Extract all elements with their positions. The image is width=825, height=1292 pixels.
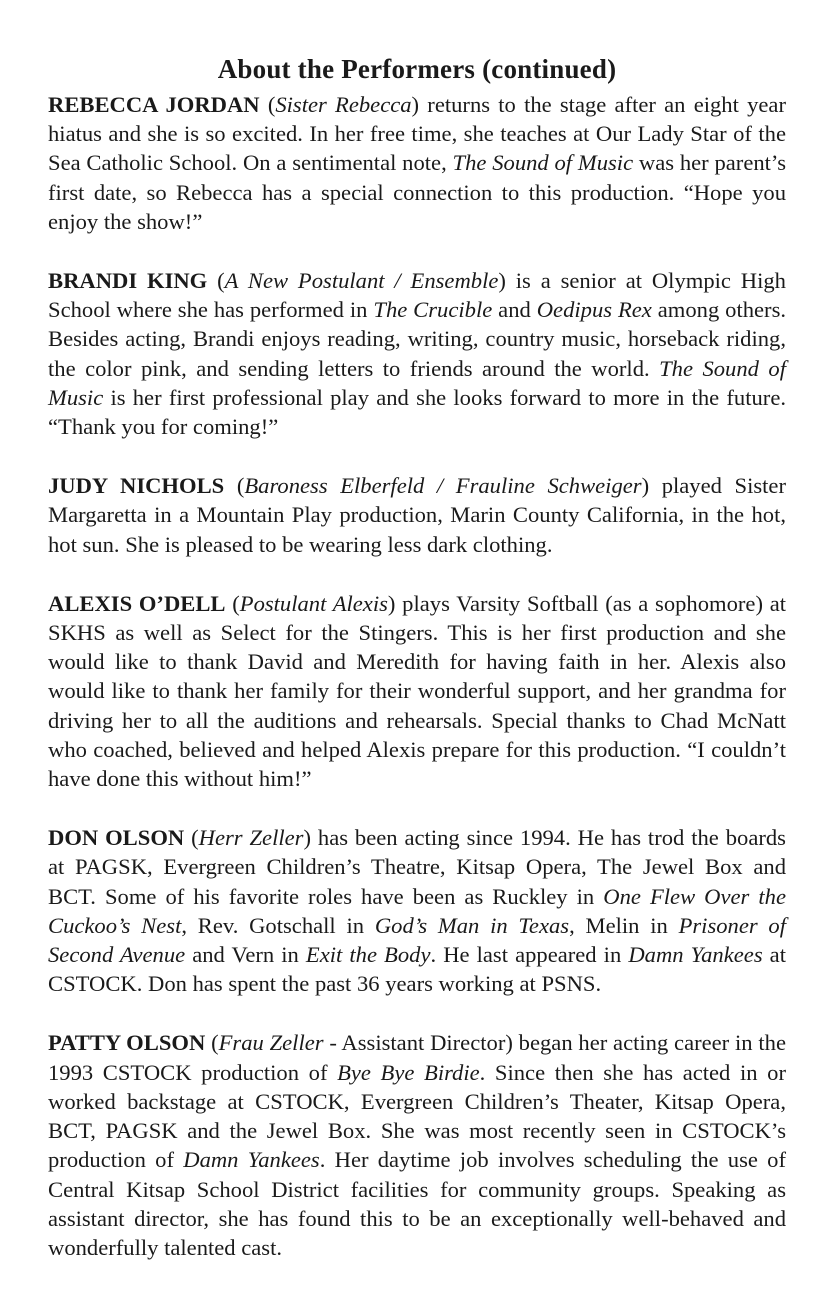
bio-text: . He last appeared in: [430, 942, 629, 968]
bio-text: plays Varsity Softball (as a sophomore) at SKHS as well as Select for the Stingers. This is her first production and she would like to thank David and Meredith for having faith in her. Alexis also would like to thank her family for their wonderful support, and her grandma for driving her to all the auditions and rehearsals. Special thanks to Chad McNatt who coached, believed and helped Alexis prepare for this production. “I couldn’t have done this without him!”: [48, 590, 787, 792]
bio-text: . Since then she has acted in or worked backstage at CSTOCK, Evergreen Children’s Theater, Kitsap Opera, BCT, PAGSK and the Jewel Box. She was most recently seen in CSTOCK’s production of: [48, 1059, 786, 1173]
page-heading: About the Performers (continued): [217, 54, 617, 84]
bio-text: began her acting career in the 1993 CSTOCK production of: [48, 1030, 786, 1085]
bio-text: returns to the stage after an eight year hiatus and she is so excited. In her free time, she teaches at Our Lady Star of the Sea Catholic School. On a sentimental note,: [48, 92, 786, 176]
italic-title: Exit the Body: [305, 942, 431, 968]
bio-text: was her parent’s first date, so Rebecca has a special connection to this production. “Hope you enjoy the show!”: [48, 150, 786, 234]
performer-name: ALEXIS O’DELL: [48, 590, 226, 616]
bio-text: among others. Besides acting, Brandi enjoys reading, writing, country music, horseback riding, the color pink, and sending letters to friends around the world.: [48, 297, 787, 381]
bio-text: and: [492, 297, 537, 323]
performer-bio: PATTY OLSON (Frau Zeller - Assistant Director) began her acting career in the 1993 CSTOCK production of Bye Bye Birdie. Since then she has acted in or worked backstage at CSTOCK, Evergreen Children’s Theater, Kitsap Opera, BCT, PAGSK and the Jewel Box. She was most recently seen in CSTOCK’s production of Damn Yankees. Her daytime job involves scheduling the use of Central Kitsap School District facilities for community groups. Speaking as assistant director, she has found this to be an exceptionally well-behaved and wonderfully talented cast.: [48, 1030, 786, 1260]
italic-title: Oedipus Rex: [536, 297, 652, 323]
performer-name: PATTY OLSON: [48, 1030, 206, 1056]
italic-title: God’s Man in Texas: [374, 912, 570, 938]
performer-bio: DON OLSON (Herr Zeller) has been acting since 1994. He has trod the boards at PAGSK, Evergreen Children’s Theatre, Kitsap Opera, The Jewel Box and BCT. Some of his favorite roles have been as Ruckley in One Flew Over the Cuckoo’s Nest, Rev. Gotschall in God’s Man in Texas, Melin in Prisoner of Second Avenue and Vern in Exit the Body. He last appeared in Damn Yankees at CSTOCK. Don has spent the past 36 years working at PSNS.: [48, 825, 786, 997]
italic-title: Bye Bye Birdie: [337, 1059, 480, 1085]
performer-name: BRANDI KING: [48, 268, 208, 294]
performer-name: DON OLSON: [48, 825, 185, 851]
bio-text: at CSTOCK. Don has spent the past 36 years working at PSNS.: [48, 942, 786, 997]
performer-role: Frau Zeller: [218, 1030, 324, 1056]
performer-name: REBECCA JORDAN: [48, 92, 260, 117]
performer-bio: JUDY NICHOLS (Baroness Elberfeld / Frauline Schweiger) played Sister Margaretta in a Mountain Play production, Marin County California, in the hot, hot sun. She is pleased to be wearing less dark clothing.: [48, 473, 786, 557]
program-page: [48, 52, 786, 1292]
performer-role: Sister Rebecca: [275, 92, 412, 117]
performer-role: Herr Zeller: [198, 825, 304, 851]
italic-title: One Flew Over the Cuckoo’s Nest: [48, 883, 786, 938]
bio-text: is her first professional play and she looks forward to more in the future. “Thank you for coming!”: [48, 384, 786, 440]
performer-role-suffix: - Assistant Director: [323, 1030, 506, 1056]
italic-title: Damn Yankees: [628, 942, 763, 968]
bio-text: , Melin in: [569, 912, 679, 938]
bio-text: and Vern in: [185, 942, 306, 968]
bio-text: has been acting since 1994. He has trod the boards at PAGSK, Evergreen Children’s Theatre, Kitsap Opera, The Jewel Box and BCT. Some of his favorite roles have been as Ruckley in: [48, 825, 786, 909]
italic-title: Prisoner of Second Avenue: [48, 912, 786, 968]
italic-title: The Sound of Music: [452, 150, 634, 176]
performer-role: Postulant Alexis: [239, 590, 388, 616]
performer-role: Baroness Elberfeld / Frauline Schweiger: [244, 473, 642, 499]
performer-name: JUDY NICHOLS: [48, 473, 225, 499]
bio-text: . Her daytime job involves scheduling the use of Central Kitsap School District facilities for community groups. Speaking as assistant director, she has found this to be an exceptionally well-behaved and wonderfully talented cast.: [48, 1147, 786, 1260]
italic-title: The Crucible: [373, 297, 493, 323]
performer-role: A New Postulant / Ensemble: [224, 268, 499, 294]
bio-text: , Rev. Gotschall in: [181, 912, 375, 938]
italic-title: The Sound of Music: [48, 355, 786, 410]
performer-bio: REBECCA JORDAN (Sister Rebecca) returns to the stage after an eight year hiatus and she is so excited. In her free time, she teaches at Our Lady Star of the Sea Catholic School. On a sentimental note, The Sound of Music was her parent’s first date, so Rebecca has a special connection to this production. “Hope you enjoy the show!”: [48, 92, 786, 234]
bio-text: played Sister Margaretta in a Mountain Play production, Marin County California, in the hot, hot sun. She is pleased to be wearing less dark clothing.: [48, 473, 786, 557]
performer-bios: [48, 90, 786, 1262]
bio-text: is a senior at Olympic High School where she has performed in: [48, 268, 786, 323]
performer-bio: ALEXIS O’DELL (Postulant Alexis) plays Varsity Softball (as a sophomore) at SKHS as well as Select for the Stingers. This is her first production and she would like to thank David and Meredith for having faith in her. Alexis also would like to thank her family for their wonderful support, and her grandma for driving her to all the auditions and rehearsals. Special thanks to Chad McNatt who coached, believed and helped Alexis prepare for this production. “I couldn’t have done this without him!”: [48, 590, 787, 792]
italic-title: Damn Yankees: [183, 1147, 320, 1173]
performer-bio: BRANDI KING (A New Postulant / Ensemble) is a senior at Olympic High School where she has performed in The Crucible and Oedipus Rex among others. Besides acting, Brandi enjoys reading, writing, country music, horseback riding, the color pink, and sending letters to friends around the world. The Sound of Music is her first professional play and she looks forward to more in the future. “Thank you for coming!”: [48, 268, 787, 440]
